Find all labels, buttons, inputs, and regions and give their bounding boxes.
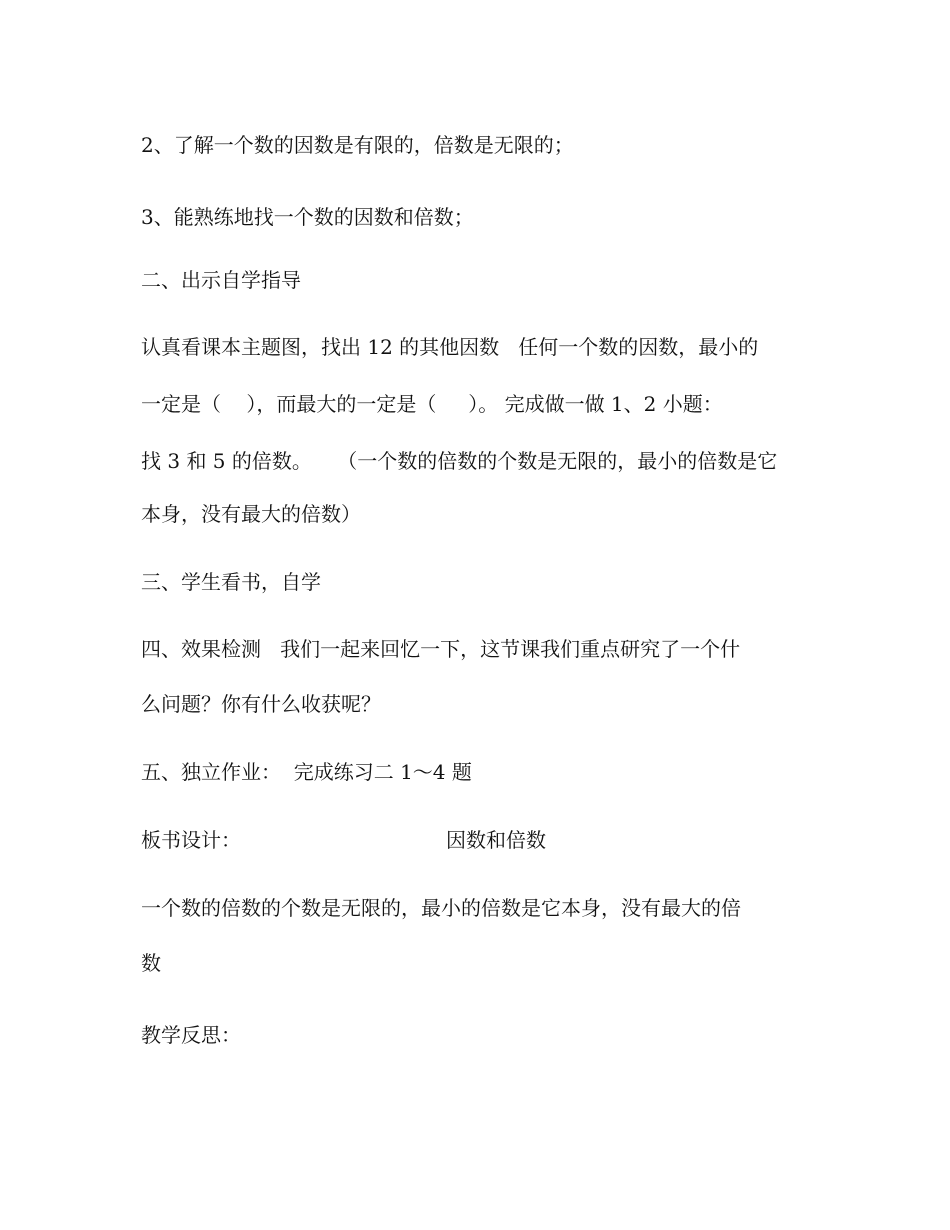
paragraph-line: 认真看课本主题图，找出 12 的其他因数 任何一个数的因数，最小的 (141, 335, 759, 359)
section-heading-2: 二、出示自学指导 (141, 268, 301, 292)
teaching-reflection-label: 教学反思： (141, 1023, 241, 1047)
paragraph-line: 找 3 和 5 的倍数。 （一个数的倍数的个数是无限的，最小的倍数是它 (141, 449, 778, 473)
board-design-label: 板书设计： (141, 828, 241, 852)
paragraph-line: 数 (141, 951, 161, 975)
paragraph-line: 么问题？你有什么收获呢？ (141, 692, 381, 716)
board-design-title: 因数和倍数 (446, 828, 546, 852)
paragraph-line: 本身，没有最大的倍数） (141, 502, 361, 526)
paragraph-line: 一定是（ ），而最大的一定是（ ）。 完成做一做 1、2 小题： (141, 392, 723, 416)
section-heading-3: 三、学生看书，自学 (141, 570, 321, 594)
objective-line-3: 3、能熟练地找一个数的因数和倍数； (141, 205, 474, 229)
paragraph-line: 一个数的倍数的个数是无限的，最小的倍数是它本身，没有最大的倍 (141, 896, 741, 920)
paragraph-line: 四、效果检测 我们一起来回忆一下，这节课我们重点研究了一个什 (141, 637, 741, 661)
objective-line-2: 2、了解一个数的因数是有限的，倍数是无限的； (141, 133, 574, 157)
section-heading-5: 五、独立作业： 完成练习二 1～4 题 (141, 760, 472, 784)
